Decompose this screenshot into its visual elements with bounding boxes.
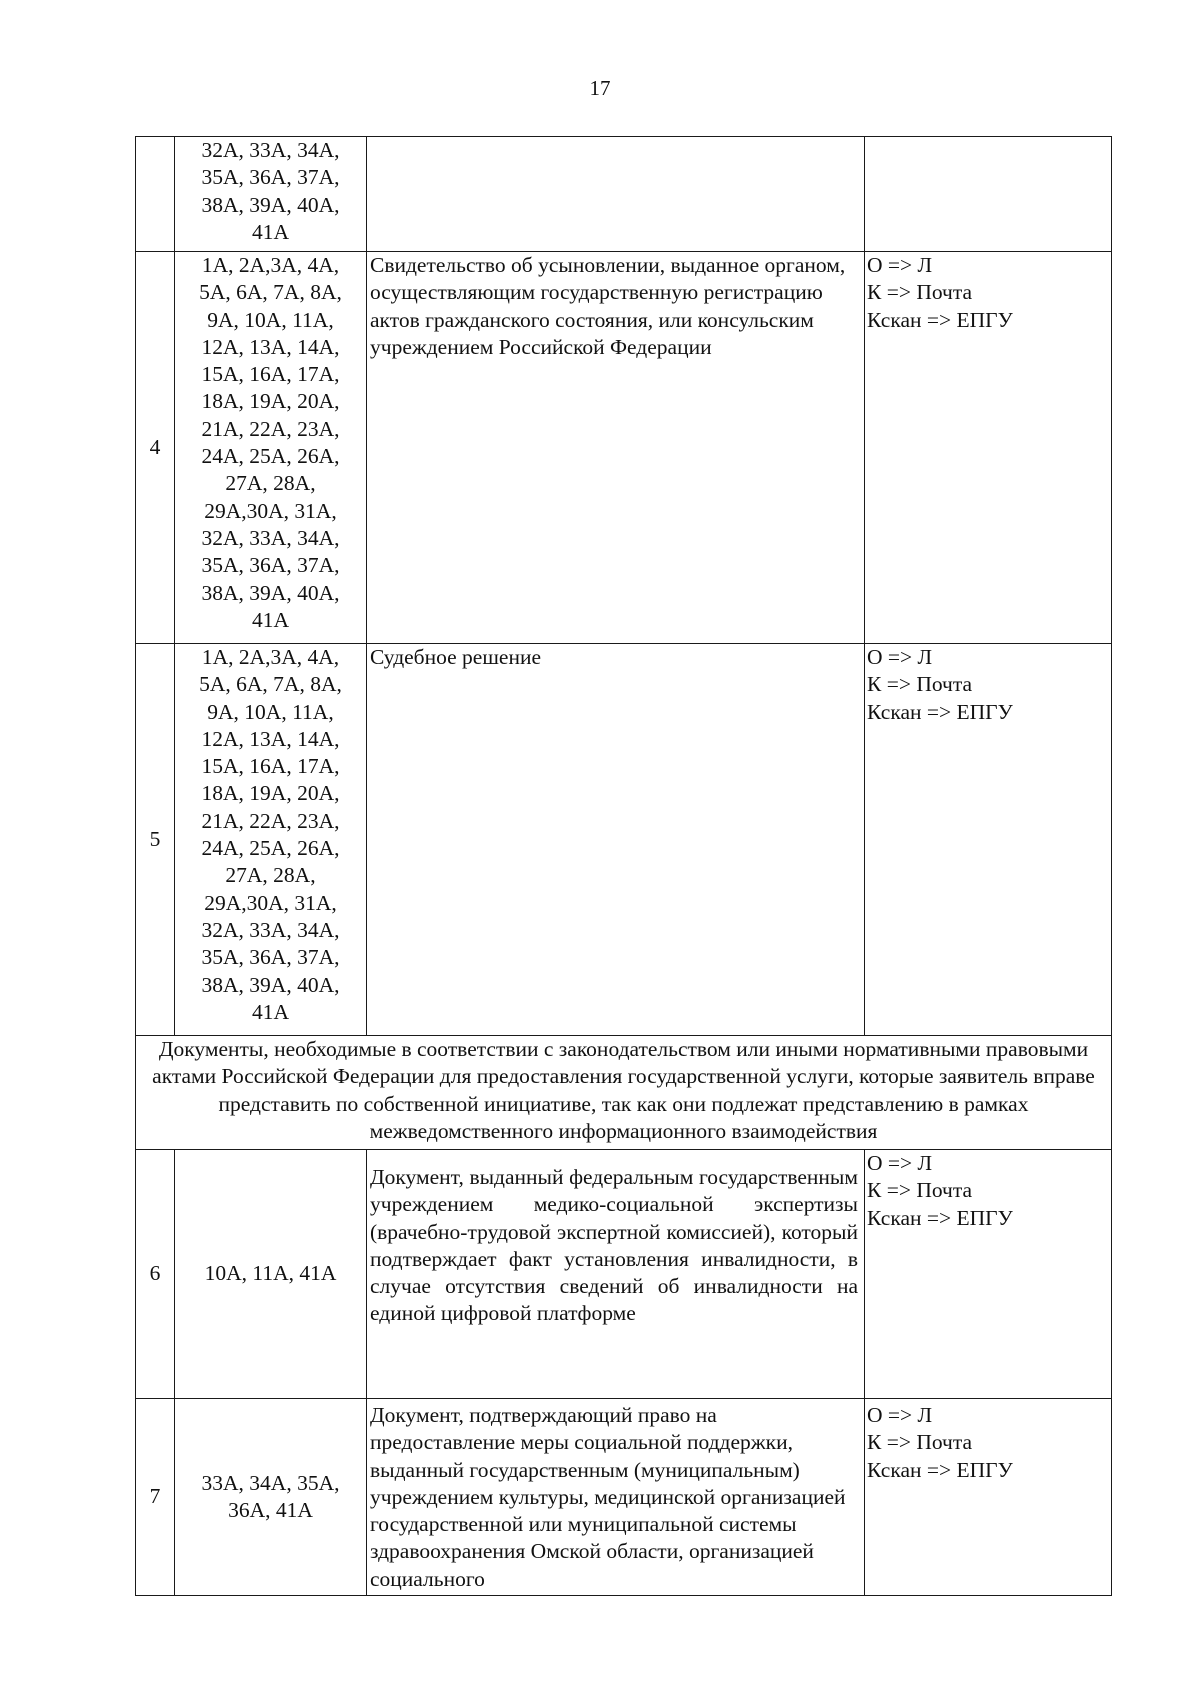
- category-codes: 32А, 33А, 34А, 35А, 36А, 37А, 38А, 39А, 40А, 41А: [175, 137, 367, 252]
- row-number: 4: [136, 252, 175, 644]
- table-row-6: [136, 1150, 1112, 1399]
- document-name: [367, 137, 865, 252]
- submission-methods: [865, 137, 1112, 252]
- row-number: 5: [136, 644, 175, 1036]
- submission-methods: О => Л К => Почта Кскан => ЕПГУ: [865, 644, 1112, 1036]
- submission-methods: О => Л К => Почта Кскан => ЕПГУ: [865, 1399, 1112, 1596]
- document-name: Свидетельство об усыновлении, выданное органом, осуществляющим государственную регистрацию актов гражданского состояния, или консульским учреждением Российской Федерации: [367, 252, 865, 644]
- submission-methods: О => Л К => Почта Кскан => ЕПГУ: [865, 1150, 1112, 1399]
- table-row-5: [136, 644, 1112, 1036]
- submission-methods: О => Л К => Почта Кскан => ЕПГУ: [865, 252, 1112, 644]
- category-codes: 33А, 34А, 35А, 36А, 41А: [175, 1399, 367, 1596]
- row-number: 6: [136, 1150, 175, 1399]
- document-name: Судебное решение: [367, 644, 865, 1036]
- row-number: 7: [136, 1399, 175, 1596]
- row-number: [136, 137, 175, 252]
- section-heading-row: [136, 1036, 1112, 1150]
- category-codes: 10А, 11А, 41А: [175, 1150, 367, 1399]
- section-heading: Документы, необходимые в соответствии с законодательством или иными нормативными правовыми актами Российской Федерации для предоставления государственной услуги, которые заявитель вправе представить по собственной инициативе, так как они подлежат представлению в рамках межведомственного информационного взаимодействия: [136, 1036, 1112, 1150]
- category-codes: 1А, 2А,3А, 4А, 5А, 6А, 7А, 8А, 9А, 10А, 11А, 12А, 13А, 14А, 15А, 16А, 17А, 18А, 19А, 20А, 21А, 22А, 23А, 24А, 25А, 26А, 27А, 28А, 29А,30А, 31А, 32А, 33А, 34А, 35А, 36А, 37А, 38А, 39А, 40А, 41А: [175, 252, 367, 644]
- page-number: 17: [589, 76, 611, 100]
- table-row-7: [136, 1399, 1112, 1596]
- document-name: Документ, выданный федеральным государственным учреждением медико-социальной экспертизы (врачебно-трудовой экспертной комиссией), который подтверждает факт установления инвалидности, в случае отсутствия сведений об инвалидности на единой цифровой платформе: [367, 1150, 865, 1399]
- documents-table: [135, 136, 1112, 1596]
- table-row-continued: [136, 137, 1112, 252]
- document-name: Документ, подтверждающий право на предоставление меры социальной поддержки, выданный государственным (муниципальным) учреждением культуры, медицинской организацией государственной или муниципальной системы здравоохранения Омской области, организацией социального: [367, 1399, 865, 1596]
- category-codes: 1А, 2А,3А, 4А, 5А, 6А, 7А, 8А, 9А, 10А, 11А, 12А, 13А, 14А, 15А, 16А, 17А, 18А, 19А, 20А, 21А, 22А, 23А, 24А, 25А, 26А, 27А, 28А, 29А,30А, 31А, 32А, 33А, 34А, 35А, 36А, 37А, 38А, 39А, 40А, 41А: [175, 644, 367, 1036]
- table-row-4: [136, 252, 1112, 644]
